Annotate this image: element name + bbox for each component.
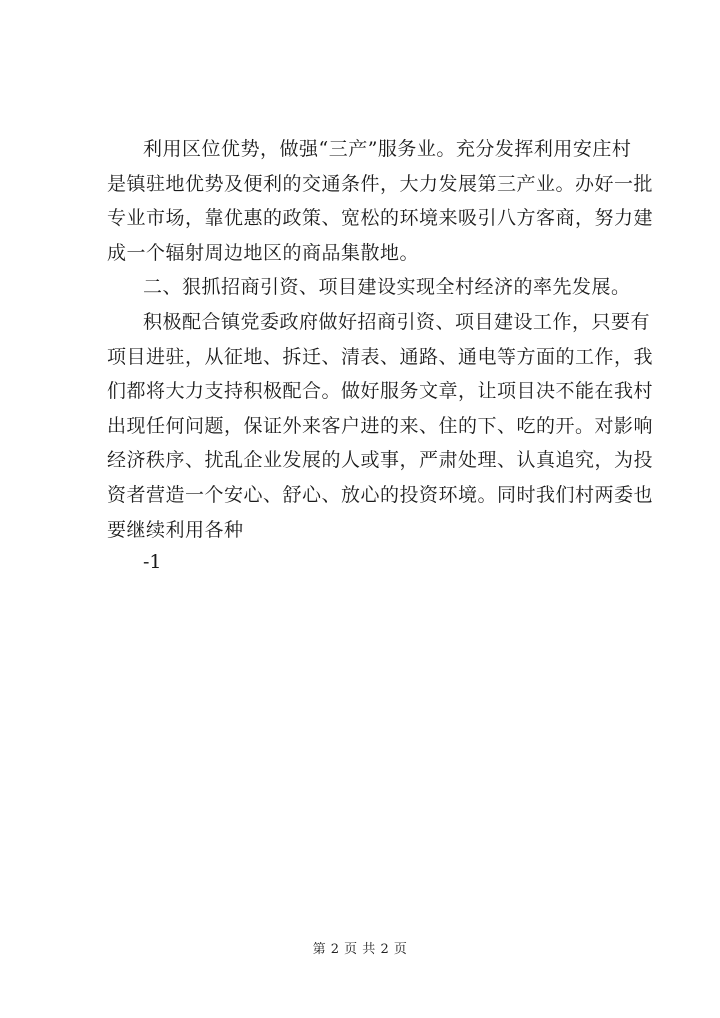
paragraph-line: 资者营造一个安心、舒心、放心的投资环境。同时我们村两委也 [107, 483, 654, 506]
paragraph-line: 成一个辐射周边地区的商品集散地。 [107, 241, 420, 264]
paragraph-line: 专业市场，靠优惠的政策、宽松的环境来吸引八方客商，努力建 [107, 207, 654, 230]
paragraph-line: 们都将大力支持积极配合。做好服务文章，让项目决不能在我村 [107, 380, 654, 403]
page-footer: 第 2 页 共 2 页 [312, 942, 408, 957]
body-text [107, 132, 654, 574]
paragraph-line: 利用区位优势，做强“三产”服务业。充分发挥利用安庄村 [143, 138, 632, 160]
paragraph-line: 要继续利用各种 [107, 518, 244, 541]
page-marker: -1 [143, 551, 162, 574]
paragraph-line: 是镇驻地优势及便利的交通条件，大力发展第三产业。办好一批 [107, 172, 654, 195]
section-heading: 二、狠抓招商引资、项目建设实现全村经济的率先发展。 [143, 276, 631, 299]
paragraph-line: 项目进驻，从征地、拆迁、清表、通路、通电等方面的工作，我 [107, 345, 654, 368]
paragraph-line: 经济秩序、扰乱企业发展的人或事，严肃处理、认真追究，为投 [107, 449, 654, 472]
paragraph-line: 出现任何问题，保证外来客户进的来、住的下、吃的开。对影响 [107, 414, 654, 437]
paragraph-line: 积极配合镇党委政府做好招商引资、项目建设工作，只要有 [143, 310, 651, 333]
